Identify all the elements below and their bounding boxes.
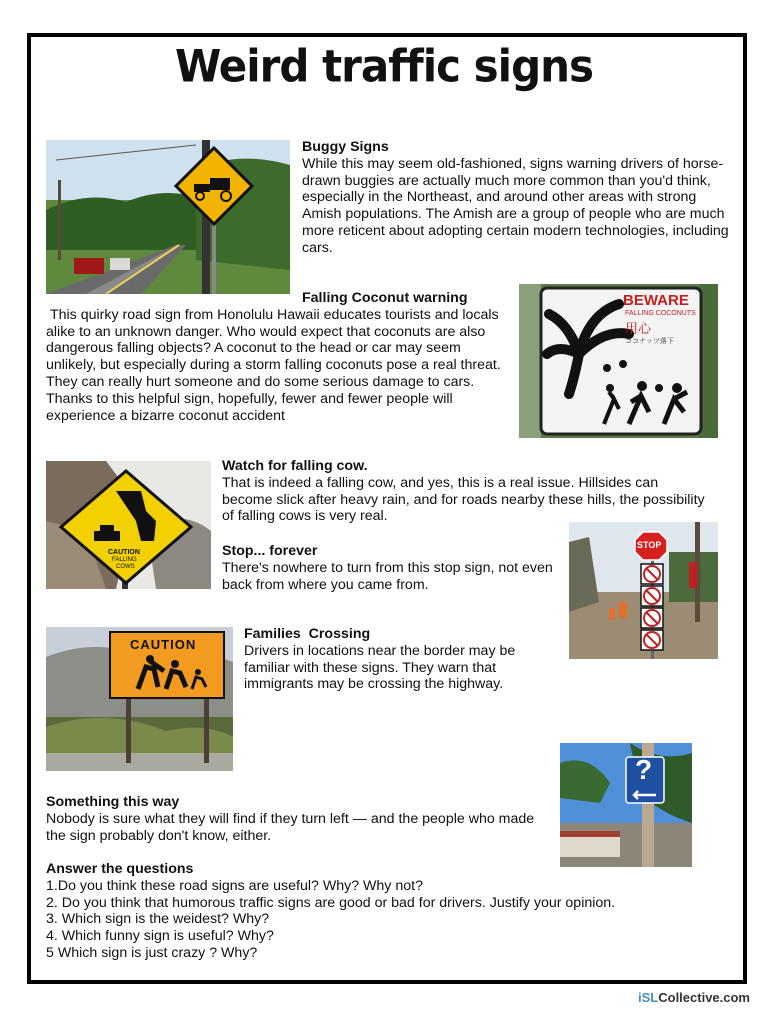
- questions-block: [46, 861, 726, 962]
- watermark-collective: Collective.com: [658, 990, 750, 1005]
- cow-sign-caution: CAUTION: [108, 549, 140, 556]
- families-heading: Families Crossing: [244, 626, 371, 642]
- coconut-text: [46, 290, 510, 424]
- stop-sign-label: STOP: [637, 540, 662, 550]
- cow-sign-cows: COWS: [116, 564, 135, 570]
- stop-text: [222, 543, 562, 593]
- families-sign-caution: CAUTION: [130, 637, 197, 652]
- families-text: [244, 626, 554, 693]
- questions-heading: Answer the questions: [46, 861, 194, 877]
- stop-body: There's nowhere to turn from this stop sign, not even back from where you came from.: [222, 559, 553, 593]
- question-item-2: 2. Do you think that humorous traffic signs are good or bad for drivers. Justify your opinion.: [46, 894, 616, 911]
- something-body: Nobody is sure what they will find if they turn left — and the people who made the sign probably don't know, either.: [46, 810, 535, 844]
- question-item-5: 5 Which sign is just crazy ? Why?: [46, 944, 258, 961]
- cow-body: That is indeed a falling cow, and yes, this is a real issue. Hillsides can become slick after heavy rain, and for roads nearby these hills, the possibility of falling cows is very real.: [222, 474, 705, 525]
- question-mark-sign-photo: [560, 743, 692, 867]
- buggy-text: [302, 139, 732, 257]
- coconut-sign-jp1: 用心: [625, 322, 652, 337]
- question-sign-mark: ?: [635, 754, 653, 785]
- coconut-sign-beware: BEWARE: [623, 292, 689, 309]
- cow-sign-falling: FALLING: [112, 557, 137, 563]
- watermark-isl: iSL: [638, 990, 659, 1005]
- stop-forever-sign-photo: [569, 522, 718, 659]
- families-body: Drivers in locations near the border may be familiar with these signs. They warn that immigrants may be crossing the highway.: [244, 642, 516, 693]
- buggy-heading: Buggy Signs: [302, 139, 389, 155]
- stop-heading: Stop... forever: [222, 543, 318, 559]
- question-item-3: 3. Which sign is the weidest? Why?: [46, 911, 270, 928]
- coconut-sign-photo: [519, 284, 718, 438]
- page-title: Weird traffic signs: [174, 40, 594, 93]
- coconut-sign-jp2: ココナッツ落下: [625, 337, 674, 345]
- something-text: [46, 794, 556, 844]
- falling-cow-sign-photo: [46, 461, 211, 589]
- coconut-sign-falling: FALLING COCONUTS: [625, 310, 696, 317]
- buggy-sign-photo: [46, 140, 290, 294]
- coconut-heading: Falling Coconut warning: [302, 290, 468, 306]
- cow-heading: Watch for falling cow.: [222, 458, 368, 474]
- something-heading: Something this way: [46, 794, 180, 810]
- cow-text: [222, 458, 708, 525]
- coconut-body: This quirky road sign from Honolulu Hawaii educates tourists and locals alike to an unknown danger. Who would expect that coconuts are also dangerous falling objects? A coconut to the head or car may seem unlikely, but especially during a storm falling coconuts pose a real threat. They can really hurt someone and do some serious damage to cars. Thanks to this helpful sign, hopefully, fewer and fewer people will experience a bizarre coconut accident: [46, 306, 505, 424]
- buggy-body: While this may seem old-fashioned, signs warning drivers of horse-drawn buggies are actually much more common than you'd think, especially in the Northeast, and around other areas with strong Amish populations. The Amish are a group of people who are much more reticent about adopting certain modern technologies, including cars.: [302, 155, 729, 256]
- site-watermark: [638, 990, 750, 1005]
- families-crossing-sign-photo: [46, 627, 233, 771]
- question-item-4: 4. Which funny sign is useful? Why?: [46, 928, 274, 945]
- question-item-1: 1.Do you think these road signs are useful? Why? Why not?: [46, 877, 423, 894]
